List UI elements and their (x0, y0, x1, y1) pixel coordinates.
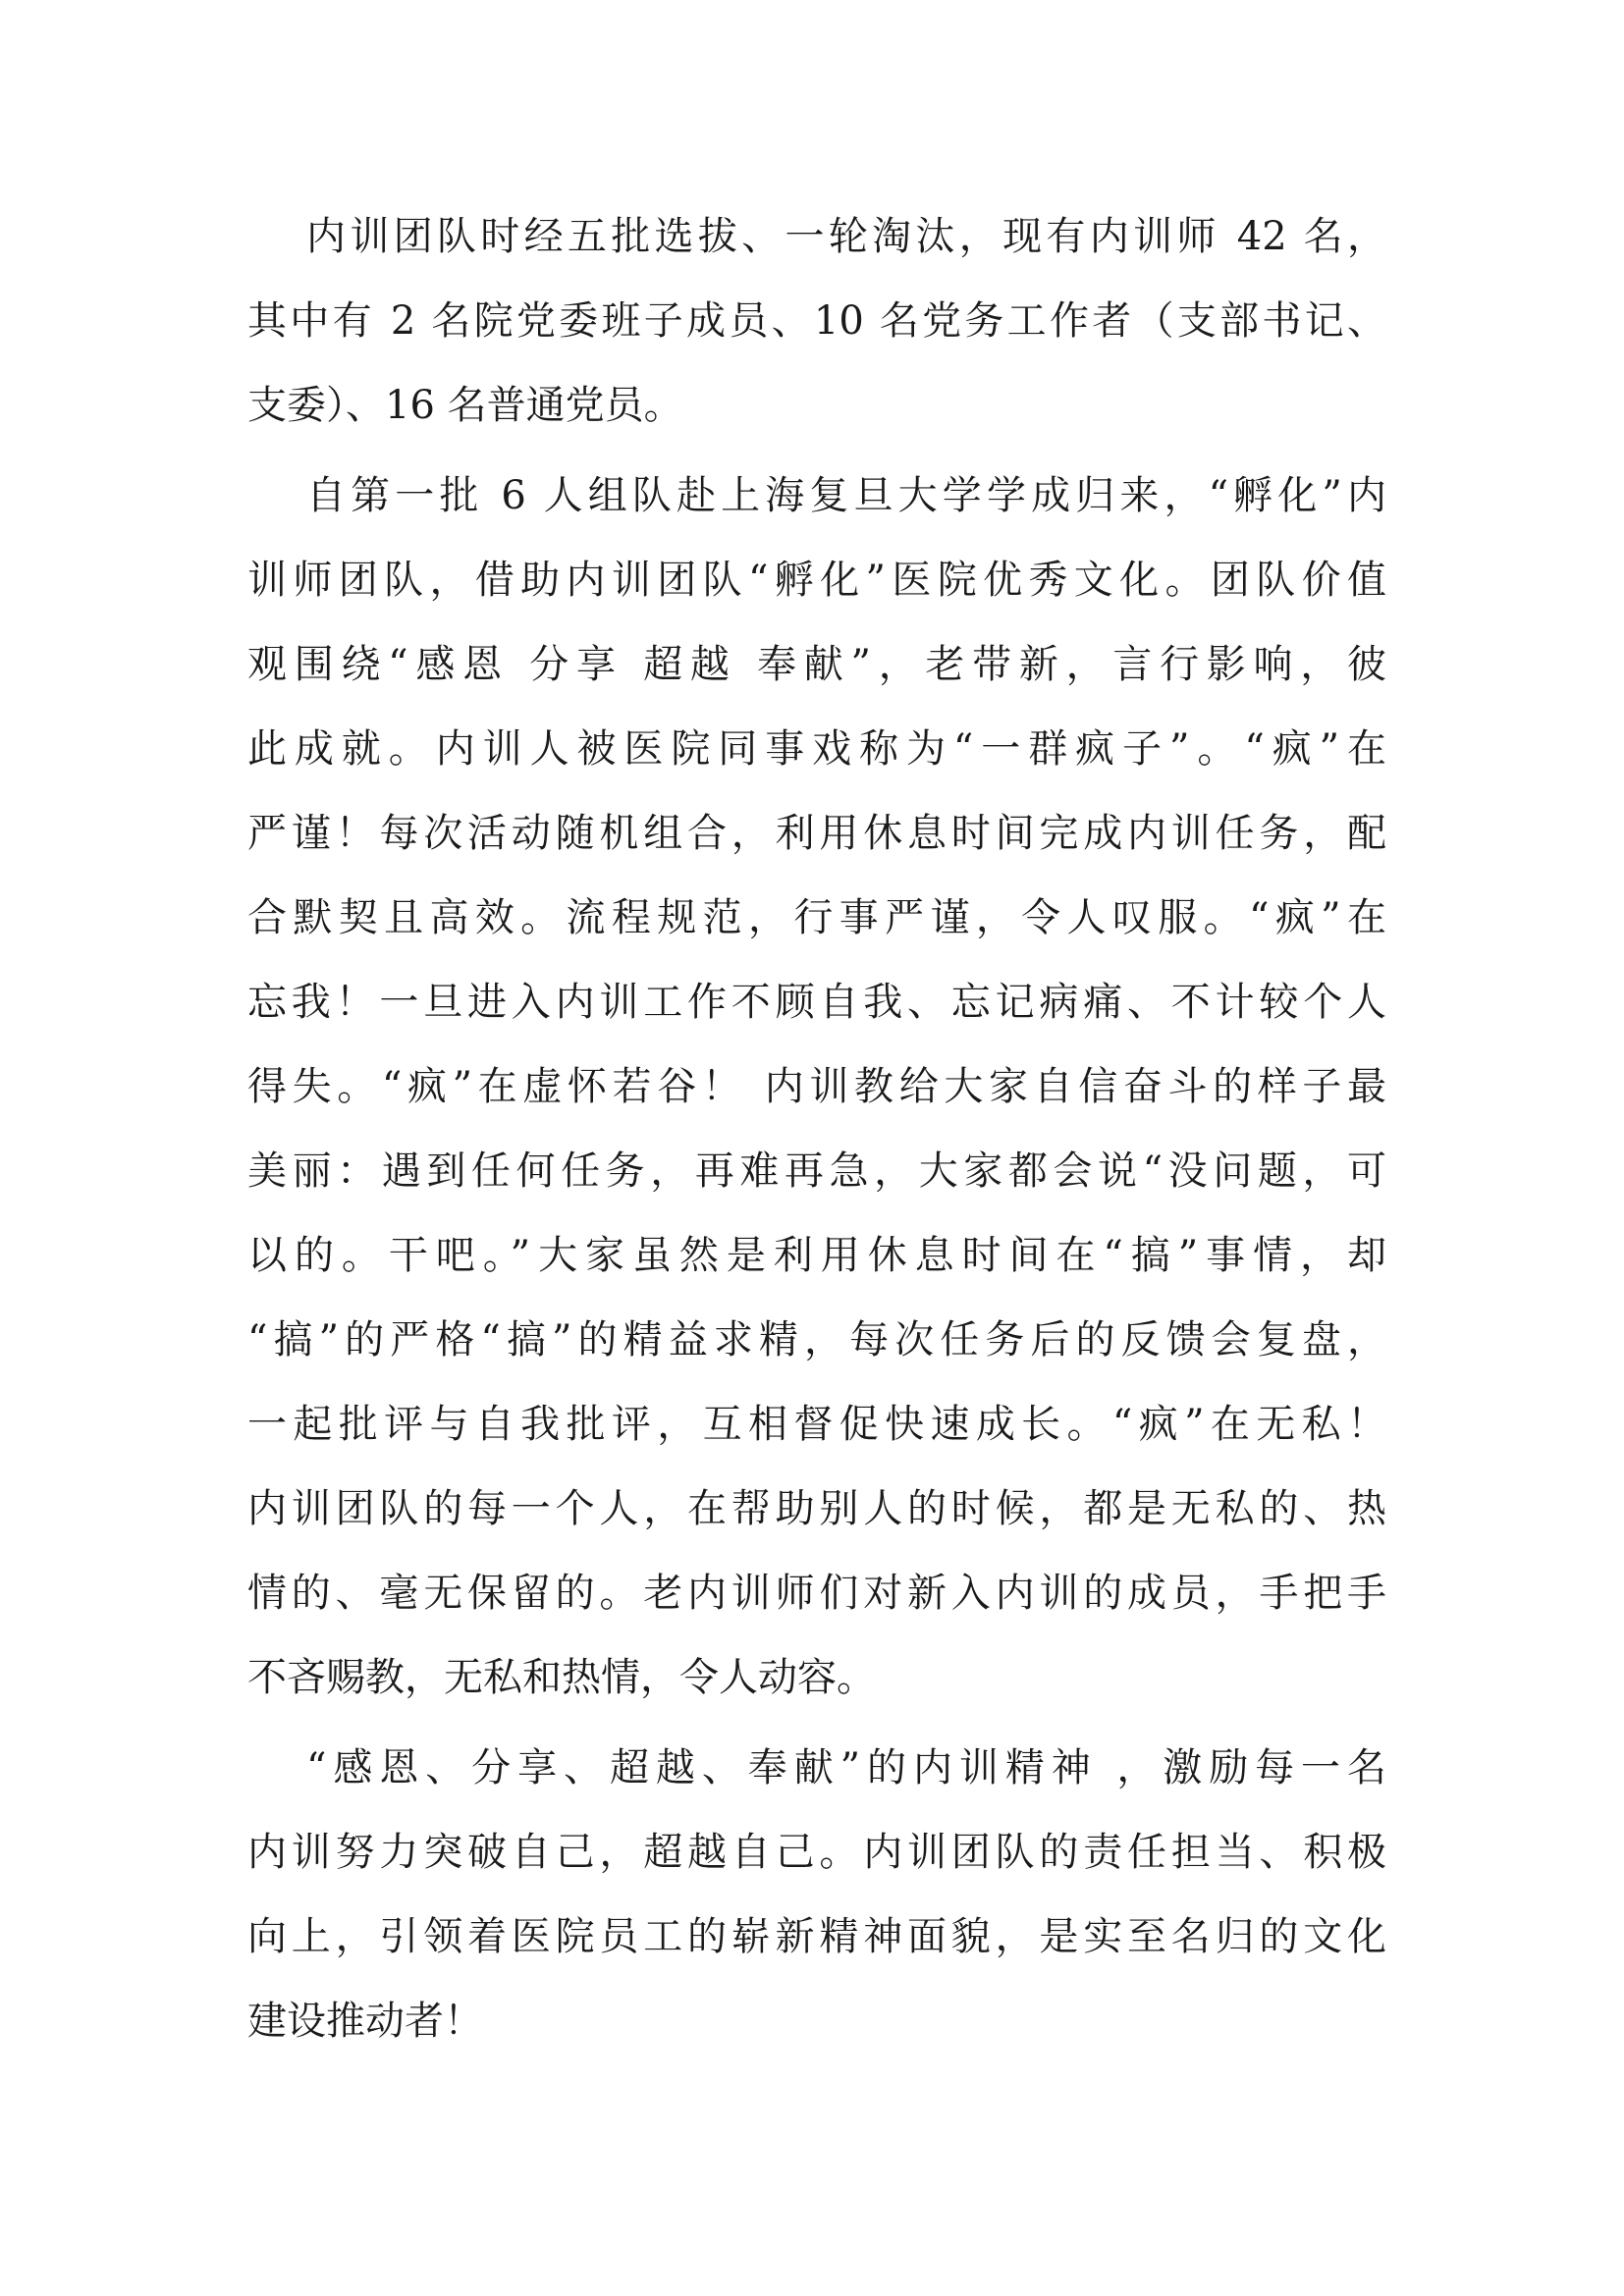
paragraph-line: 自第一批 6 人组队赴上海复旦大学学成归来，“孵化”内 (306, 473, 1386, 518)
paragraph-line: 严谨！每次活动随机组合，利用休息时间完成内训任务，配 (247, 811, 1386, 856)
paragraph-line: 不吝赐教，无私和热情，令人动容。 (247, 1655, 876, 1700)
paragraph-2 (247, 467, 1386, 1706)
paragraph-3 (247, 1739, 1386, 2050)
paragraph-line: 情的、毫无保留的。老内训师们对新入内训的成员，手把手 (247, 1571, 1386, 1616)
paragraph-1 (247, 208, 1386, 434)
paragraph-line: 忘我！一旦进入内训工作不顾自我、忘记病痛、不计较个人 (247, 980, 1386, 1025)
document-body (247, 208, 1386, 2077)
paragraph-line: 以的。干吧。”大家虽然是利用休息时间在“搞”事情，却 (247, 1233, 1386, 1278)
paragraph-line: 观围绕“感恩 分享 超越 奉献”，老带新，言行影响，彼 (247, 642, 1386, 687)
paragraph-line: 此成就。内训人被医院同事戏称为“一群疯子”。“疯”在 (247, 726, 1386, 772)
paragraph-line: “搞”的严格“搞”的精益求精，每次任务后的反馈会复盘， (247, 1317, 1386, 1362)
paragraph-line: “感恩、分享、超越、奉献”的内训精神 ，激励每一名 (306, 1745, 1386, 1790)
paragraph-line: 内训团队的每一个人，在帮助别人的时候，都是无私的、热 (247, 1486, 1386, 1531)
paragraph-line: 合默契且高效。流程规范，行事严谨，令人叹服。“疯”在 (247, 895, 1386, 940)
paragraph-line: 内训团队时经五批选拔、一轮淘汰，现有内训师 42 名， (306, 214, 1386, 259)
paragraph-line: 内训努力突破自己，超越自己。内训团队的责任担当、积极 (247, 1830, 1386, 1875)
paragraph-line: 支委）、16 名普通党员。 (247, 383, 683, 428)
paragraph-line: 得失。“疯”在虚怀若谷！ 内训教给大家自信奋斗的样子最 (247, 1064, 1386, 1109)
paragraph-line: 向上，引领着医院员工的崭新精神面貌，是实至名归的文化 (247, 1914, 1386, 1959)
paragraph-line: 训师团队，借助内训团队“孵化”医院优秀文化。团队价值 (247, 558, 1386, 603)
paragraph-line: 其中有 2 名院党委班子成员、10 名党务工作者（支部书记、 (247, 298, 1386, 344)
paragraph-line: 一起批评与自我批评，互相督促快速成长。“疯”在无私！ (247, 1402, 1386, 1447)
paragraph-line: 建设推动者！ (247, 1999, 483, 2044)
paragraph-line: 美丽：遇到任何任务，再难再急，大家都会说“没问题，可 (247, 1148, 1386, 1194)
